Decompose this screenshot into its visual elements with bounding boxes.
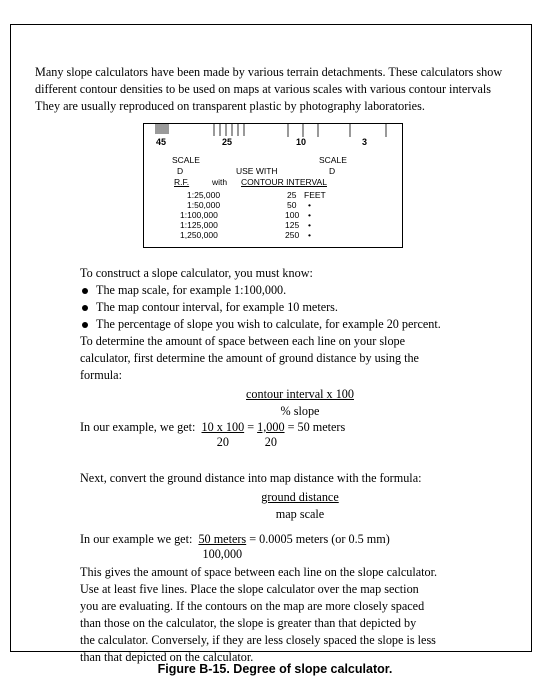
determine-line: To determine the amount of space between each line on your slope [80,334,406,348]
example1-fraction: $\frac{10 x 100}{20}$ [201,420,245,449]
formula1-numerator: contour interval x 100 [246,387,354,401]
example1-fraction2: $\frac{1,000}{20}$ [257,420,285,449]
rf-value: 1:125,000 [180,220,218,230]
tick-label: 25 [222,137,233,147]
use-with-label: USE WITH [236,166,278,176]
rf-value: 1:50,000 [187,200,221,210]
ci-unit: • [308,220,311,230]
para-line: than that depicted on the calculator. [80,650,254,664]
tick-label: 10 [296,137,307,147]
d-left-label: D [177,166,184,176]
tick-label: 45 [156,137,167,147]
d-right-label: D [329,166,336,176]
formula2-denominator: map scale [275,507,325,521]
bullet-text: The map scale, for example 1:100,000. [96,283,287,297]
figure-caption: Figure B-15. Degree of slope calculator. [157,662,393,676]
rf-value: 1,250,000 [180,230,218,240]
formula2-numerator: ground distance [261,490,339,504]
scale-right-label: SCALE [319,155,347,165]
bullet-icon [82,322,88,328]
ci-unit: • [308,230,311,240]
formula1-denominator: % slope [280,404,320,418]
determine-line: formula: [80,368,122,382]
with-label: with [212,177,228,187]
slope-calculator-figure [143,123,403,248]
bullet-item [80,282,520,299]
para-line: This gives the amount of space between each line on the slope calculator. [80,565,438,579]
intro-line: Many slope calculators have been made by various terrain detachments. These calculators show [35,65,503,79]
ci-value: 50 [287,200,297,210]
para-line: you are evaluating. If the contours on the map are more closely spaced [80,599,425,613]
bullet-icon [82,305,88,311]
bullet-item [80,299,520,316]
bullet-text: The percentage of slope you wish to calculate, for example 20 percent. [96,317,441,331]
example2-line: In our example we get: $\frac{\text{50 meters}}{100,000}$ = 0.0005 meters (or 0.5 mm) [80,532,390,561]
ci-value: 25 [287,190,297,200]
rf-value: 1:100,000 [180,210,218,220]
scale-left-label: SCALE [172,155,200,165]
ci-value: 125 [285,220,300,230]
tick-label: 3 [362,137,368,147]
bullet-text: The map contour interval, for example 10 meters. [96,300,338,314]
rf-value: 1:25,000 [187,190,221,200]
para-line: than those on the calculator, the slope is greater than that depicted by [80,616,417,630]
body-text [80,265,520,666]
ci-value: 100 [285,210,300,220]
ci-unit: • [308,200,311,210]
ci-unit: FEET [304,190,326,200]
para-line: Use at least five lines. Place the slope calculator over the map section [80,582,419,596]
ci-unit: • [308,210,311,220]
intro-paragraph [35,64,515,115]
intro-line: different contour densities to be used on maps at various scales with various contour intervals [35,82,492,96]
contour-interval-header: CONTOUR INTERVAL [241,177,327,187]
intro-line: They are usually reproduced on transparent plastic by photography laboratories. [35,99,425,113]
example2-fraction: $\frac{\text{50 meters}}{100,000}$ [198,532,247,561]
bullet-item [80,316,520,333]
must-know-line: To construct a slope calculator, you must know: [80,266,313,280]
bullet-icon [82,288,88,294]
ci-value: 250 [285,230,300,240]
rf-header: R.F. [174,177,190,187]
determine-line: calculator, first determine the amount of ground distance by using the [80,351,419,365]
example1-line: In our example, we get: $\frac{10 x 100}{20}$ = $\frac{1,000}{20}$ = 50 meters [80,420,346,449]
convert-line: Next, convert the ground distance into map distance with the formula: [80,471,422,485]
para-line: the calculator. Conversely, if they are less closely spaced the slope is less [80,633,436,647]
